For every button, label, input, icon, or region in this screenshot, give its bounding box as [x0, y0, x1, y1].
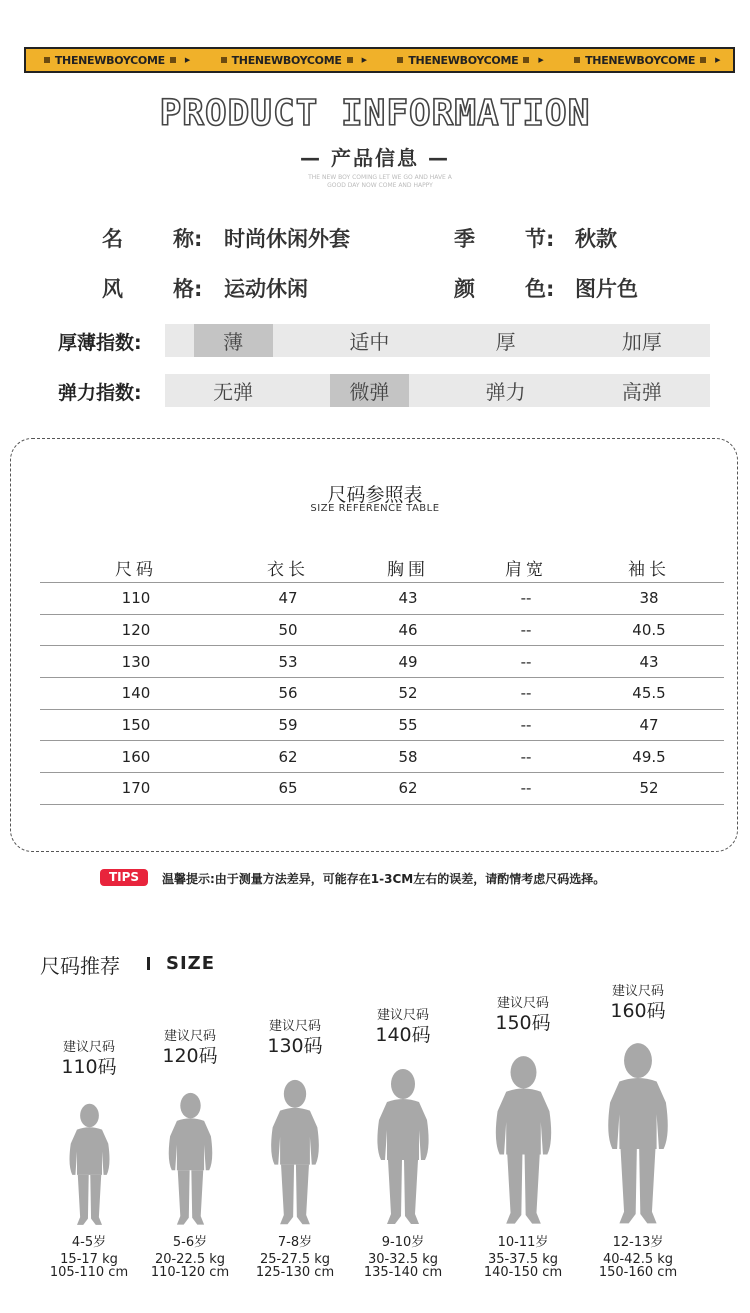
table-cell: 120 — [121, 621, 151, 640]
table-row — [40, 710, 724, 742]
size-code: 160码 — [610, 1000, 666, 1022]
kid-info — [240, 1236, 350, 1279]
table-cell: -- — [520, 747, 532, 766]
size-code: 110码 — [61, 1056, 117, 1078]
arrow-right-icon: ▶ — [361, 56, 367, 64]
banner-item — [392, 54, 543, 67]
table-cell: 55 — [398, 716, 418, 735]
tips-badge: TIPS — [100, 869, 148, 886]
name-label-1: 名 — [102, 227, 123, 251]
season-value: 秋款 — [575, 227, 617, 251]
table-cell: 53 — [278, 652, 298, 671]
kid-age: 12-13岁 — [612, 1235, 664, 1250]
table-cell: 43 — [398, 589, 418, 608]
table-row — [40, 678, 724, 710]
kid-info — [583, 1236, 693, 1279]
table-row — [40, 615, 724, 647]
kid-info — [348, 1236, 458, 1279]
child-silhouette-icon — [603, 1042, 673, 1228]
kid-weight: 40-42.5 kg — [602, 1252, 674, 1267]
table-cell: 52 — [639, 779, 659, 798]
banner-item — [39, 54, 190, 67]
recommend-title: 尺码推荐 — [40, 954, 120, 978]
table-cell: -- — [520, 621, 532, 640]
color-label-2: 色: — [525, 277, 555, 301]
elasticity-selected-highlight — [330, 374, 409, 407]
kid-weight: 25-27.5 kg — [259, 1252, 331, 1267]
square-icon — [397, 57, 403, 63]
table-cell: 56 — [278, 684, 298, 703]
kid-height: 105-110 cm — [49, 1265, 129, 1280]
season-label-1: 季 — [454, 227, 475, 251]
table-cell: -- — [520, 684, 532, 703]
thickness-selected-highlight — [194, 324, 273, 357]
arrow-right-icon: ▶ — [538, 56, 544, 64]
size-table-title: 尺码参照表 — [327, 484, 423, 506]
table-cell: -- — [520, 652, 532, 671]
kid-age: 9-10岁 — [381, 1235, 425, 1250]
table-cell: 130 — [121, 652, 151, 671]
kid-size-label — [39, 1040, 139, 1079]
kid-weight: 15-17 kg — [60, 1252, 118, 1267]
title-chinese: — 产品信息 — — [300, 146, 450, 170]
banner-brand: THENEWBOYCOME — [408, 53, 519, 67]
table-row — [40, 583, 724, 615]
elasticity-option: 弹力 — [485, 380, 526, 404]
size-code: 120码 — [162, 1045, 218, 1067]
name-value: 时尚休闲外套 — [224, 227, 350, 251]
thickness-option: 厚 — [495, 330, 516, 354]
square-icon — [170, 57, 176, 63]
info-row-1 — [0, 223, 750, 253]
table-cell: 58 — [398, 747, 418, 766]
kid-info — [135, 1236, 245, 1279]
kid-height: 140-150 cm — [483, 1265, 563, 1280]
kid-age: 7-8岁 — [277, 1235, 313, 1250]
kid-size-label — [353, 1008, 453, 1047]
arrow-right-icon: ▶ — [715, 56, 721, 64]
kid-height: 135-140 cm — [363, 1265, 443, 1280]
kid-height: 110-120 cm — [150, 1265, 230, 1280]
style-label-2: 格: — [173, 277, 203, 301]
banner-item — [216, 54, 367, 67]
table-cell: 47 — [639, 716, 659, 735]
table-cell: 49 — [398, 652, 418, 671]
color-label-1: 颜 — [454, 277, 475, 301]
size-code: 140码 — [375, 1024, 431, 1046]
child-silhouette-icon — [66, 1103, 113, 1228]
kid-size-label — [588, 984, 688, 1023]
elasticity-option — [301, 374, 437, 407]
kid-age: 10-11岁 — [497, 1235, 549, 1250]
child-silhouette-icon — [491, 1055, 556, 1228]
season-label-2: 节: — [525, 227, 555, 251]
thickness-option — [165, 324, 301, 357]
table-header-row — [40, 553, 724, 583]
table-cell: 62 — [398, 779, 418, 798]
kid-weight: 35-37.5 kg — [487, 1252, 559, 1267]
table-cell: -- — [520, 779, 532, 798]
banner-item — [569, 54, 720, 67]
size-table-subtitle: SIZE REFERENCE TABLE — [310, 503, 440, 514]
suggest-label: 建议尺码 — [163, 1029, 216, 1044]
table-header-cell: 肩宽 — [505, 560, 547, 580]
table-cell: 43 — [639, 652, 659, 671]
table-cell: 170 — [121, 779, 151, 798]
table-header-cell: 衣长 — [267, 560, 309, 580]
child-silhouette-icon — [165, 1092, 216, 1228]
thickness-option: 适中 — [349, 330, 390, 354]
suggest-label: 建议尺码 — [62, 1040, 115, 1055]
recommend-size-label: SIZE — [166, 953, 216, 974]
table-cell: 40.5 — [632, 621, 666, 640]
child-silhouette-icon — [267, 1079, 323, 1228]
subtitle-line-2: GOOD DAY NOW COME AND HAPPY — [327, 182, 433, 189]
elasticity-option: 无弹 — [213, 380, 254, 404]
square-icon — [347, 57, 353, 63]
thickness-label: 厚薄指数: — [58, 332, 142, 354]
kid-age: 4-5岁 — [71, 1235, 107, 1250]
suggest-label: 建议尺码 — [496, 996, 549, 1011]
color-value: 图片色 — [575, 277, 638, 301]
square-icon — [44, 57, 50, 63]
recommend-divider — [147, 957, 150, 970]
kid-info — [34, 1236, 144, 1279]
table-header-cell: 胸围 — [387, 560, 429, 580]
table-cell: 62 — [278, 747, 298, 766]
square-icon — [523, 57, 529, 63]
table-cell: 140 — [121, 684, 151, 703]
elasticity-label: 弹力指数: — [58, 382, 142, 404]
banner-brand: THENEWBOYCOME — [54, 53, 165, 67]
suggest-label: 建议尺码 — [268, 1019, 321, 1034]
suggest-label: 建议尺码 — [611, 984, 664, 999]
table-cell: 65 — [278, 779, 298, 798]
arrow-right-icon: ▶ — [184, 56, 190, 64]
table-cell: -- — [520, 716, 532, 735]
kid-weight: 20-22.5 kg — [154, 1252, 226, 1267]
table-header-cell: 袖长 — [628, 560, 670, 580]
title-english: PRODUCT INFORMATION — [159, 93, 591, 134]
banner-brand: THENEWBOYCOME — [231, 53, 342, 67]
square-icon — [221, 57, 227, 63]
child-silhouette-icon — [373, 1068, 433, 1228]
style-value: 运动休闲 — [224, 277, 308, 301]
table-cell: 110 — [121, 589, 151, 608]
table-cell: 52 — [398, 684, 418, 703]
kid-size-label — [473, 996, 573, 1035]
elasticity-bar — [165, 374, 710, 407]
kid-height: 150-160 cm — [598, 1265, 678, 1280]
square-icon — [574, 57, 580, 63]
suggest-label: 建议尺码 — [376, 1008, 429, 1023]
tips-text: 温馨提示:由于测量方法差异，可能存在1-3CM左右的误差，请酌情考虑尺码选择。 — [162, 872, 606, 886]
table-cell: 50 — [278, 621, 298, 640]
elasticity-option: 高弹 — [621, 380, 662, 404]
size-code: 130码 — [267, 1035, 323, 1057]
table-header-cell: 尺码 — [115, 560, 157, 580]
size-table — [40, 553, 724, 805]
size-code: 150码 — [495, 1012, 551, 1034]
table-cell: 59 — [278, 716, 298, 735]
table-cell: 47 — [278, 589, 298, 608]
kid-weight: 30-32.5 kg — [367, 1252, 439, 1267]
subtitle-line-1: THE NEW BOY COMING LET WE GO AND HAVE A — [308, 174, 452, 181]
info-row-2 — [0, 273, 750, 303]
banner-brand: THENEWBOYCOME — [585, 53, 696, 67]
style-label-1: 风 — [102, 277, 123, 301]
name-label-2: 称: — [173, 227, 203, 251]
kid-height: 125-130 cm — [255, 1265, 335, 1280]
table-cell: 46 — [398, 621, 418, 640]
table-cell: 49.5 — [632, 747, 666, 766]
table-row — [40, 741, 724, 773]
thickness-option: 加厚 — [621, 330, 662, 354]
table-row — [40, 773, 724, 805]
title-subtitle — [290, 174, 470, 190]
top-banner — [24, 47, 735, 73]
square-icon — [700, 57, 706, 63]
table-cell: 45.5 — [632, 684, 666, 703]
table-cell: 150 — [121, 716, 151, 735]
table-cell: -- — [520, 589, 532, 608]
table-row — [40, 646, 724, 678]
kid-info — [468, 1236, 578, 1279]
table-cell: 160 — [121, 747, 151, 766]
thickness-bar — [165, 324, 710, 357]
table-cell: 38 — [639, 589, 659, 608]
kid-size-label — [245, 1019, 345, 1058]
kid-age: 5-6岁 — [172, 1235, 208, 1250]
kid-size-label — [140, 1029, 240, 1068]
